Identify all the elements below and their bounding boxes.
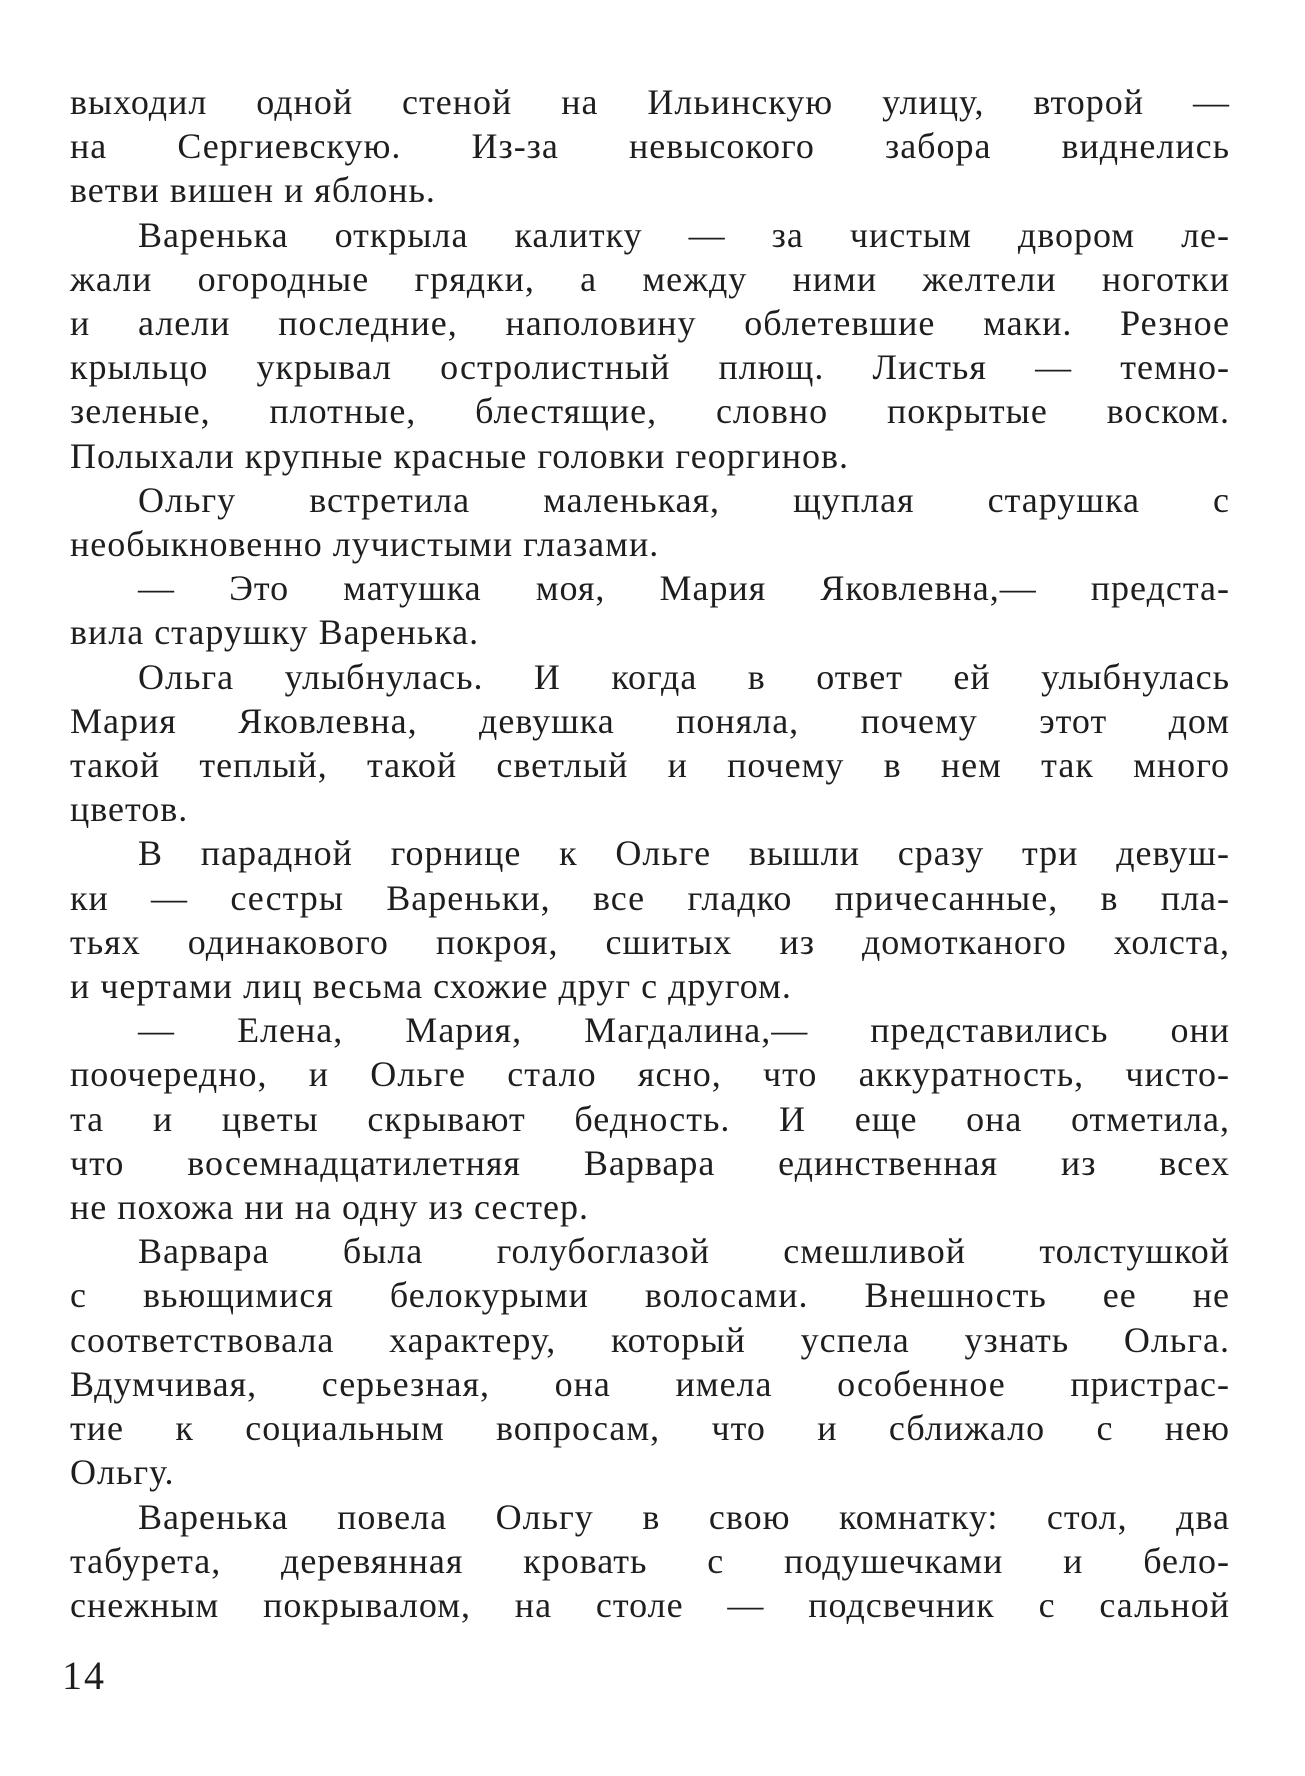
- paragraph: [70, 1495, 1230, 1628]
- paragraph: [70, 478, 1230, 566]
- text-line: соответствовала характеру, который успела узнать Ольга.: [70, 1319, 1230, 1360]
- text-line: Варенька открыла калитку — за чистым двором ле-: [138, 214, 1230, 255]
- text-line: зеленые, плотные, блестящие, словно покрытые воском.: [70, 391, 1230, 432]
- text-line: Ольга улыбнулась. И когда в ответ ей улыбнулась: [138, 656, 1230, 697]
- text-line: с вьющимися белокурыми волосами. Внешность ее не: [70, 1275, 1230, 1316]
- text-line: и алели последние, наполовину облетевшие маки. Резное: [70, 303, 1230, 344]
- text-line: цветов.: [70, 789, 189, 830]
- text-line: Ольгу.: [70, 1452, 175, 1493]
- text-line: табурета, деревянная кровать с подушечками и бело-: [70, 1540, 1230, 1581]
- text-line: Мария Яковлевна, девушка поняла, почему этот дом: [70, 700, 1230, 741]
- text-line: — Это матушка моя, Мария Яковлевна,— предста-: [138, 568, 1230, 609]
- paragraph: [70, 831, 1230, 1008]
- body-text: [70, 80, 1230, 1627]
- text-line: Ольгу встретила маленькая, щуплая старушка с: [138, 479, 1230, 520]
- paragraph: [70, 1229, 1230, 1494]
- text-line: ветви вишен и яблонь.: [70, 170, 436, 211]
- paragraph: [70, 566, 1230, 654]
- text-line: ки — сестры Вареньки, все гладко причесанные, в пла-: [70, 877, 1230, 918]
- text-line: тьях одинакового покроя, сшитых из домотканого холста,: [70, 921, 1230, 962]
- text-line: В парадной горнице к Ольге вышли сразу три девуш-: [138, 833, 1230, 874]
- text-line: тие к социальным вопросам, что и сближало с нею: [70, 1408, 1230, 1449]
- text-line: жали огородные грядки, а между ними желтели ноготки: [70, 258, 1230, 299]
- text-line: — Елена, Мария, Магдалина,— представились они: [138, 1010, 1230, 1051]
- text-line: необыкновенно лучистыми глазами.: [70, 524, 660, 565]
- text-line: на Сергиевскую. Из-за невысокого забора виднелись: [70, 126, 1230, 167]
- text-line: не похожа ни на одну из сестер.: [70, 1187, 589, 1228]
- text-line: крыльцо укрывал остролистный плющ. Листья — темно-: [70, 347, 1230, 388]
- page-number: 14: [62, 1653, 106, 1698]
- text-line: выходил одной стеной на Ильинскую улицу, второй —: [70, 82, 1230, 122]
- text-line: вила старушку Варенька.: [70, 612, 480, 653]
- paragraph: [70, 1008, 1230, 1229]
- text-line: и чертами лиц весьма схожие друг с другом.: [70, 966, 792, 1007]
- paragraph: [70, 655, 1230, 832]
- text-line: Варвара была голубоглазой смешливой толстушкой: [138, 1231, 1230, 1272]
- text-line: поочередно, и Ольге стало ясно, что аккуратность, чисто-: [70, 1054, 1230, 1095]
- text-line: снежным покрывалом, на столе — подсвечник с сальной: [70, 1584, 1230, 1625]
- text-line: Полыхали крупные красные головки георгинов.: [70, 435, 849, 476]
- text-line: та и цветы скрывают бедность. И еще она отметила,: [70, 1098, 1230, 1139]
- text-line: такой теплый, такой светлый и почему в нем так много: [70, 745, 1230, 786]
- text-line: Вдумчивая, серьезная, она имела особенное пристрас-: [70, 1363, 1230, 1404]
- text-line: что восемнадцатилетняя Варвара единственная из всех: [70, 1142, 1230, 1183]
- paragraph: [70, 80, 1230, 213]
- text-line: Варенька повела Ольгу в свою комнатку: стол, два: [138, 1496, 1230, 1537]
- paragraph: [70, 213, 1230, 478]
